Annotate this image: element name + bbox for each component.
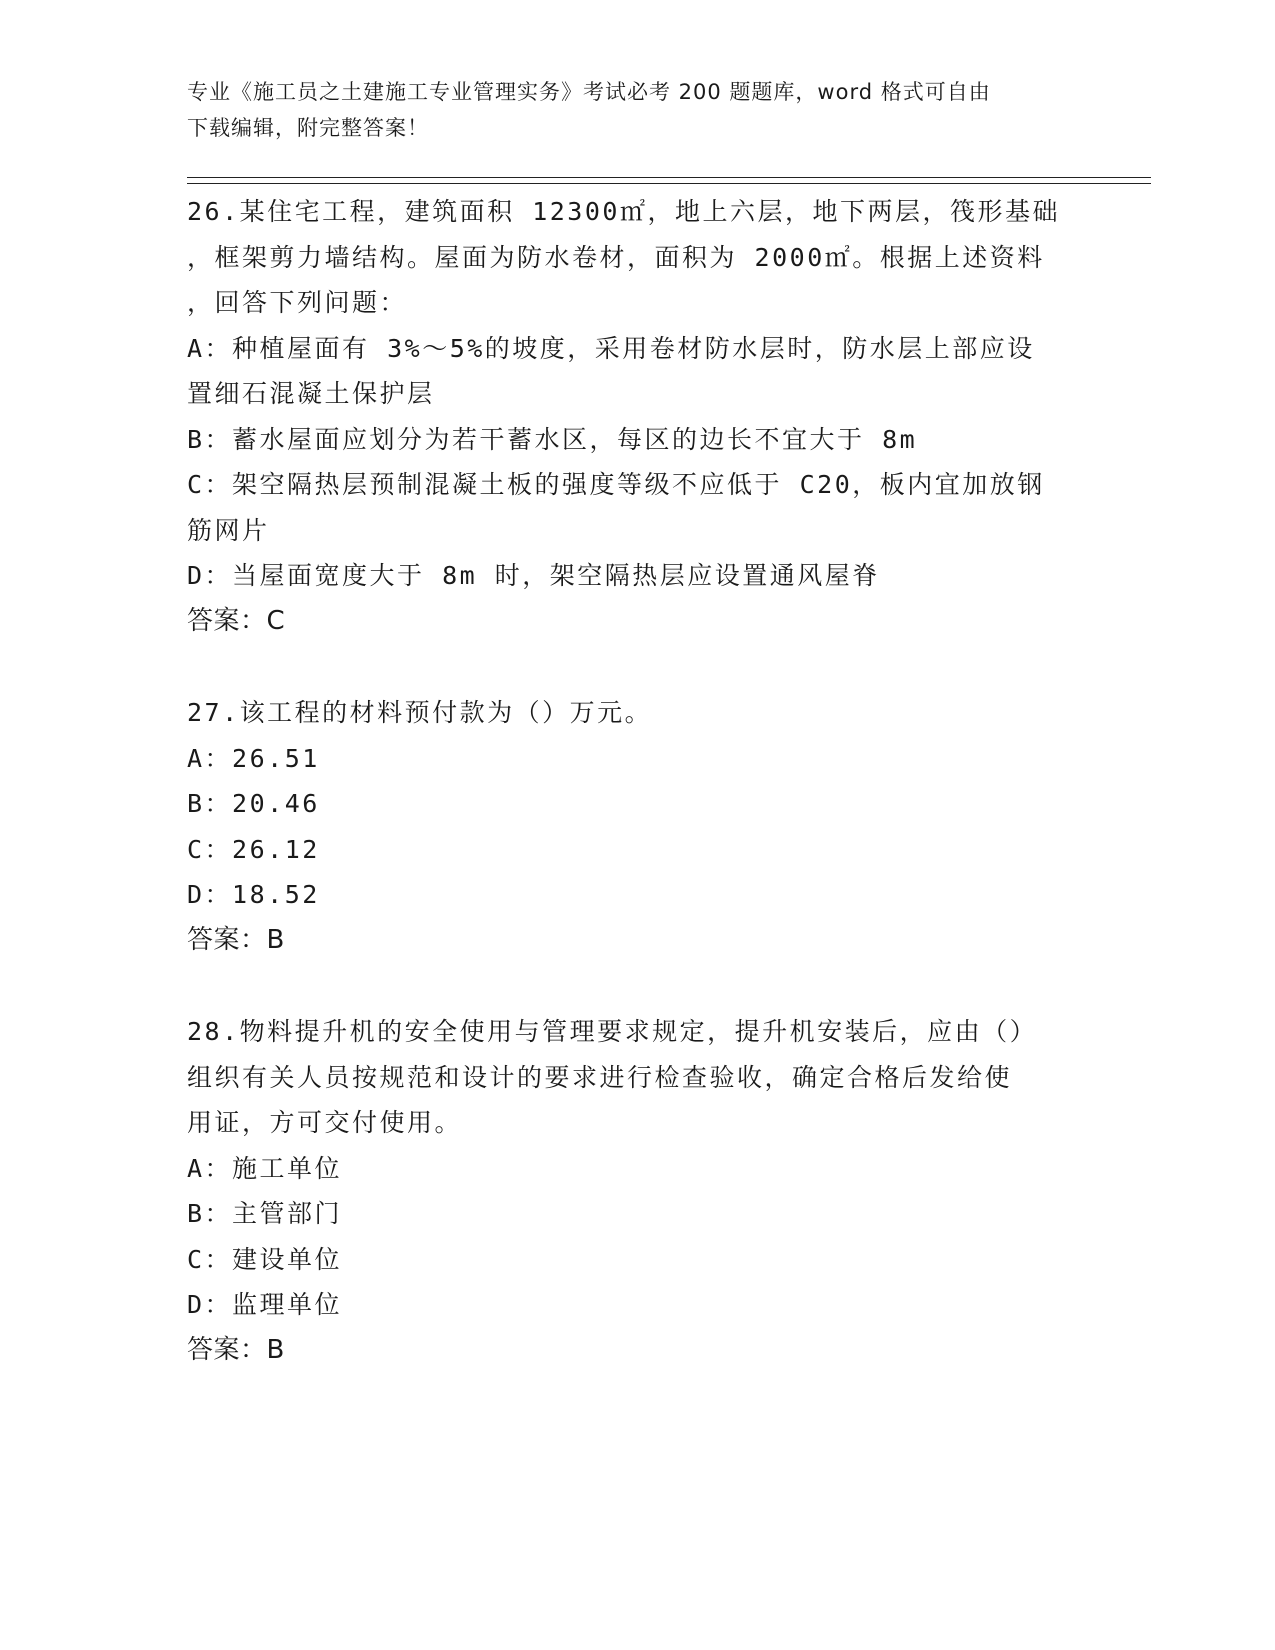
option-c: C：26.12 <box>187 834 320 864</box>
question-stem-line: ，框架剪力墙结构。屋面为防水卷材，面积为 2000㎡。根据上述资料 <box>187 242 1045 272</box>
option-d: D：当屋面宽度大于 8m 时，架空隔热层应设置通风屋脊 <box>187 561 880 590</box>
question-stem-line: ，回答下列问题： <box>187 288 408 317</box>
header-divider <box>187 177 1151 178</box>
option-b: B：主管部门 <box>187 1199 343 1228</box>
answer-label: 答案：B <box>187 1334 285 1365</box>
header-line: 专业《施工员之土建施工专业管理实务》考试必考 200 题题库，word 格式可自由 <box>187 80 991 104</box>
option-c: C：建设单位 <box>187 1244 343 1274</box>
option-a-continued: 置细石混凝土保护层 <box>187 379 435 408</box>
option-c: C：架空隔热层预制混凝土板的强度等级不应低于 C20，板内宜加放钢 <box>187 470 1045 499</box>
question-stem-line: 26.某住宅工程，建筑面积 12300㎡，地上六层，地下两层，筏形基础 <box>187 197 1060 226</box>
question-27 <box>187 690 1087 963</box>
answer-label: 答案：C <box>187 605 286 636</box>
question-stem-line: 27.该工程的材料预付款为（）万元。 <box>187 698 653 727</box>
option-a: A：种植屋面有 3%～5%的坡度，采用卷材防水层时，防水层上部应设 <box>187 333 1035 363</box>
document-header <box>187 74 1087 146</box>
question-26 <box>187 189 1087 644</box>
answer-label: 答案：B <box>187 924 285 955</box>
question-28 <box>187 1009 1087 1373</box>
option-d: D：监理单位 <box>187 1290 343 1319</box>
option-b: B：蓄水屋面应划分为若干蓄水区，每区的边长不宜大于 8m <box>187 424 918 454</box>
question-stem-line: 28.物料提升机的安全使用与管理要求规定，提升机安装后，应由（） <box>187 1017 1038 1046</box>
question-stem-line: 用证，方可交付使用。 <box>187 1108 463 1137</box>
header-divider <box>187 183 1151 184</box>
option-d: D：18.52 <box>187 880 320 909</box>
option-b: B：20.46 <box>187 789 320 818</box>
option-a: A：26.51 <box>187 743 320 773</box>
option-c-continued: 筋网片 <box>187 515 270 545</box>
question-list <box>187 189 1087 1419</box>
question-stem-line: 组织有关人员按规范和设计的要求进行检查验收，确定合格后发给使 <box>187 1062 1013 1092</box>
header-line: 下载编辑，附完整答案！ <box>187 116 429 140</box>
option-a: A：施工单位 <box>187 1153 343 1183</box>
